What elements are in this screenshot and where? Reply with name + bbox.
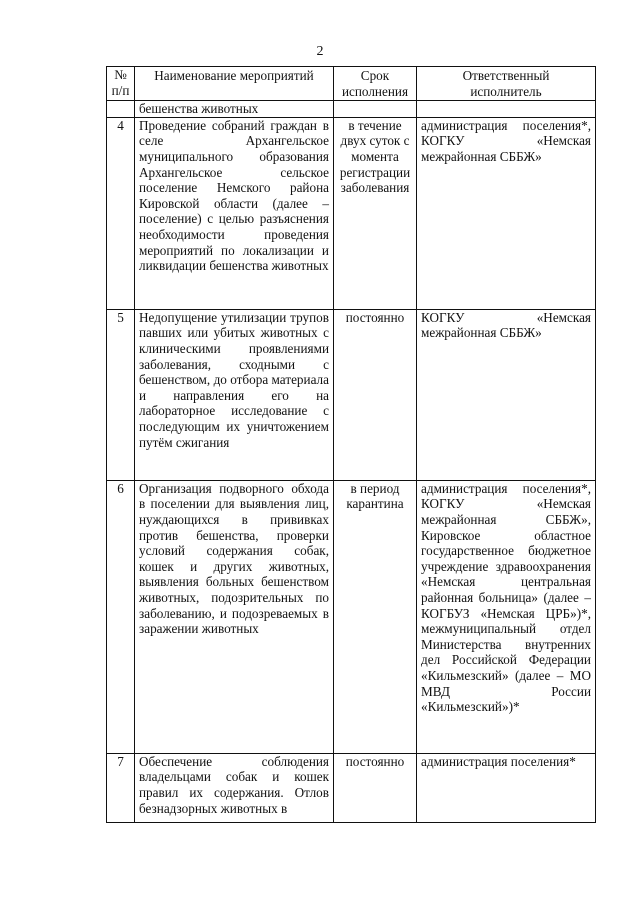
table-row bbox=[107, 753, 596, 822]
header-responsible: Ответственный исполнитель bbox=[417, 67, 596, 101]
table-row bbox=[107, 309, 596, 480]
cell-name: Проведение собраний граждан в селе Архангельское муниципального образования Архангельское сельское поселение Немского района Кировской области (далее – поселение) с целью разъяснения необходимости проведения мероприятий по локализации и ликвидации бешенства животных bbox=[135, 117, 334, 309]
header-name: Наименование мероприятий bbox=[135, 67, 334, 101]
cell-term bbox=[334, 101, 417, 118]
cell-name: Обеспечение соблюдения владельцами собак и кошек правил их содержания. Отлов безнадзорных животных в bbox=[135, 753, 334, 822]
cell-num: 4 bbox=[107, 117, 135, 309]
cell-num: 7 bbox=[107, 753, 135, 822]
page-number: 2 bbox=[316, 44, 324, 59]
table-row bbox=[107, 101, 596, 118]
cell-name: Недопущение утилизации трупов павших или убитых животных с клиническими проявлениями заболевания, сходными с бешенством, до отбора материала и направления его на лабораторное исследование с последующим их уничтожением путём сжигания bbox=[135, 309, 334, 480]
table-row bbox=[107, 480, 596, 753]
cell-responsible: администрация поселения* bbox=[417, 753, 596, 822]
header-term: Срок исполнения bbox=[334, 67, 417, 101]
cell-num: 5 bbox=[107, 309, 135, 480]
cell-term: в течение двух суток с момента регистрации заболевания bbox=[334, 117, 417, 309]
table-row bbox=[107, 117, 596, 309]
cell-term: в период карантина bbox=[334, 480, 417, 753]
cell-responsible: администрация поселения*, КОГКУ «Немская межрайонная СББЖ», Кировское областное государственное бюджетное учреждение здравоохранения «Немская центральная районная больница» (далее – КОГБУЗ «Немская ЦРБ»)*, межмуниципальный отдел Министерства внутренних дел Российской Федерации «Кильмезский» (далее – МО МВД России «Кильмезский»)* bbox=[417, 480, 596, 753]
cell-responsible: администрация поселения*, КОГКУ «Немская межрайонная СББЖ» bbox=[417, 117, 596, 309]
table-header-row bbox=[107, 67, 596, 101]
cell-name: Организация подворного обхода в поселении для выявления лиц, нуждающихся в прививках против бешенства, проверки условий содержания собак, кошек и других животных, выявления больных бешенством животных, подозрительных по заболеванию, и подозреваемых в заражении животных bbox=[135, 480, 334, 753]
cell-responsible: КОГКУ «Немская межрайонная СББЖ» bbox=[417, 309, 596, 480]
header-num: № п/п bbox=[107, 67, 135, 101]
cell-term: постоянно bbox=[334, 753, 417, 822]
cell-name: бешенства животных bbox=[135, 101, 334, 118]
measures-table bbox=[106, 66, 596, 823]
cell-num bbox=[107, 101, 135, 118]
cell-num: 6 bbox=[107, 480, 135, 753]
cell-responsible bbox=[417, 101, 596, 118]
cell-term: постоянно bbox=[334, 309, 417, 480]
